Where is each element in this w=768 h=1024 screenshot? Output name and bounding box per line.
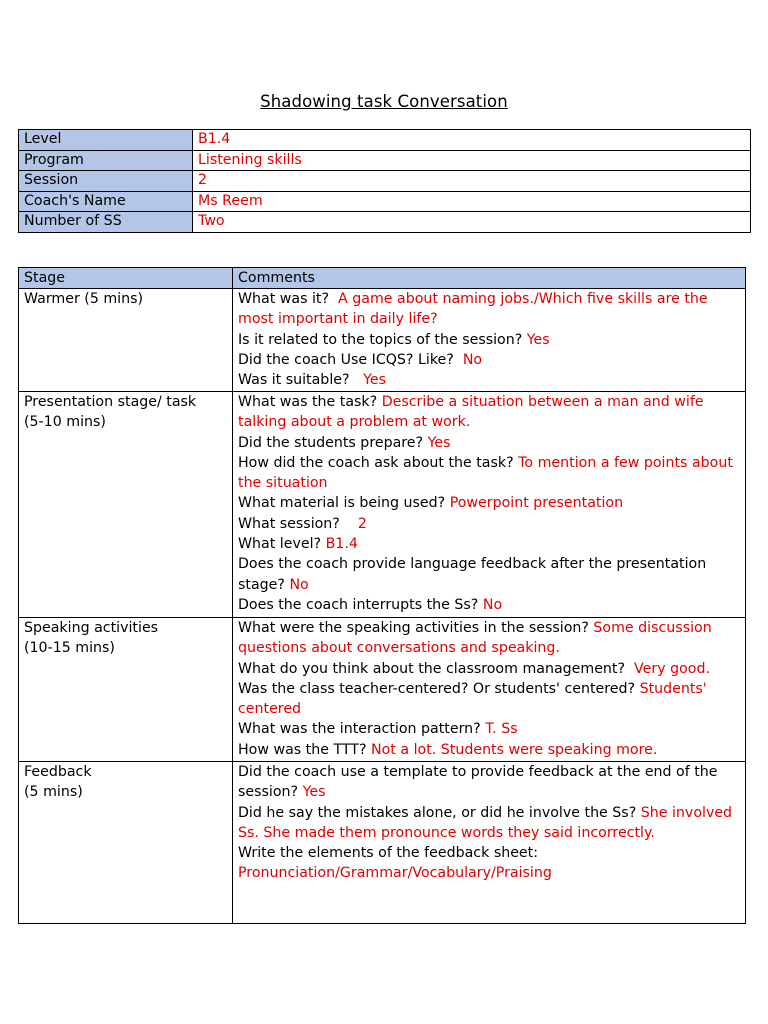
comment-question: Does the coach interrupts the Ss? <box>238 596 483 613</box>
stage-name-line: Warmer (5 mins) <box>24 291 144 307</box>
comment-answer: 2 <box>357 515 367 532</box>
comment-answer: Yes <box>302 784 326 801</box>
stage-name <box>19 392 233 618</box>
info-key: Session <box>19 171 193 192</box>
comment-item <box>238 719 740 739</box>
comment-item <box>238 659 740 679</box>
comment-answer: No <box>482 596 503 613</box>
comment-question: Is it related to the topics of the session? <box>238 331 527 348</box>
info-value: Ms Reem <box>193 191 751 212</box>
comment-item <box>238 330 740 350</box>
comment-question: Did the students prepare? <box>238 434 428 451</box>
comment-item <box>238 453 740 494</box>
comment-question: Did the coach Use ICQS? Like? <box>238 351 463 368</box>
comment-answer: Yes <box>427 434 451 451</box>
stage-row <box>19 289 746 392</box>
comment-question: Does the coach provide language feedback after the presentation stage? <box>238 556 711 593</box>
comment-item <box>238 289 740 330</box>
comment-question: Was it suitable? <box>238 372 364 389</box>
stage-name <box>19 618 233 762</box>
comment-answer: Pronunciation/Grammar/Vocabulary/Praising <box>238 865 552 882</box>
comment-answer: B1.4 <box>325 536 358 553</box>
info-key: Number of SS <box>19 212 193 233</box>
stage-comments <box>233 762 746 924</box>
comment-answer: She involved Ss. She made them pronounce words they said incorrectly. <box>238 804 733 841</box>
comments-column-header: Comments <box>233 268 746 289</box>
comment-item <box>238 803 740 844</box>
comment-item <box>238 679 740 720</box>
stage-name-line: Speaking activities <box>24 620 159 636</box>
comment-item <box>238 534 740 554</box>
comment-answer: No <box>462 351 483 368</box>
document-title: Shadowing task Conversation <box>260 92 508 111</box>
stage-name-line: Feedback <box>24 764 92 780</box>
comment-answer: Not a lot. Students were speaking more. <box>371 741 658 758</box>
info-value: Listening skills <box>193 150 751 171</box>
comment-item <box>238 740 740 760</box>
comment-question: How did the coach ask about the task? <box>238 454 519 471</box>
stages-header-row <box>19 268 746 289</box>
stages-table <box>18 267 746 924</box>
comment-answer: Very good. <box>634 660 710 677</box>
stage-row <box>19 618 746 762</box>
comment-answer: Some discussion questions about conversations and speaking. <box>238 620 712 657</box>
stage-comments <box>233 392 746 618</box>
comment-item <box>238 595 740 615</box>
comment-answer: Powerpoint presentation <box>449 495 624 512</box>
info-row-coach <box>19 191 751 212</box>
info-value: Two <box>193 212 751 233</box>
comment-answer: Yes <box>526 331 550 348</box>
comment-answer: Yes <box>363 372 386 389</box>
stage-comments <box>233 289 746 392</box>
session-info-table <box>18 129 751 233</box>
comment-item <box>238 433 740 453</box>
comment-item <box>238 392 740 433</box>
comment-item <box>238 514 740 534</box>
comment-question: Did he say the mistakes alone, or did he involve the Ss? <box>238 804 641 821</box>
info-row-number-of-ss <box>19 212 751 233</box>
comment-question: What were the speaking activities in the session? <box>238 620 594 636</box>
comment-question: What was the task? <box>238 394 382 410</box>
comment-answer: To mention a few points about the situation <box>238 454 733 492</box>
stage-row <box>19 762 746 924</box>
comment-question: How was the TTT? <box>238 741 371 758</box>
comment-question: What session? <box>238 515 358 532</box>
comment-item <box>238 843 740 884</box>
stage-name-line: Presentation stage/ task <box>24 394 197 410</box>
comment-answer: A game about naming jobs./Which five skills are the most important in daily life? <box>238 291 708 328</box>
comment-question: What level? <box>238 536 326 553</box>
info-row-level <box>19 130 751 151</box>
stage-name-line: (5 mins) <box>24 784 83 801</box>
stage-name <box>19 762 233 924</box>
comment-question: Was the class teacher-centered? Or students' centered? <box>238 680 640 697</box>
stage-name-line: (5-10 mins) <box>24 414 106 431</box>
comment-question: What was it? <box>238 291 339 307</box>
stage-comments <box>233 618 746 762</box>
info-key: Program <box>19 150 193 171</box>
info-value: 2 <box>193 171 751 192</box>
stage-name-line: (10-15 mins) <box>24 640 115 657</box>
comment-item <box>238 762 740 803</box>
comment-question: What do you think about the classroom management? <box>238 660 635 677</box>
info-row-program <box>19 150 751 171</box>
stage-name <box>19 289 233 392</box>
info-key: Level <box>19 130 193 151</box>
comment-answer: No <box>289 576 309 593</box>
comment-question: What was the interaction pattern? <box>238 721 486 738</box>
comment-item <box>238 618 740 659</box>
comment-answer: T. Ss <box>485 721 518 738</box>
comment-item <box>238 554 740 595</box>
info-row-session <box>19 171 751 192</box>
info-value: B1.4 <box>193 130 751 151</box>
comment-question: What material is being used? <box>238 495 450 512</box>
comment-item <box>238 370 740 390</box>
comment-answer: Students' centered <box>238 680 707 718</box>
comment-question: Write the elements of the feedback sheet: <box>238 845 543 862</box>
stage-row <box>19 392 746 618</box>
comment-item <box>238 350 740 370</box>
comment-item <box>238 493 740 513</box>
info-key: Coach's Name <box>19 191 193 212</box>
comment-answer: Describe a situation between a man and wife talking about a problem at work. <box>238 394 704 431</box>
comment-question: Did the coach use a template to provide feedback at the end of the session? <box>238 764 723 801</box>
stage-column-header: Stage <box>19 268 233 289</box>
